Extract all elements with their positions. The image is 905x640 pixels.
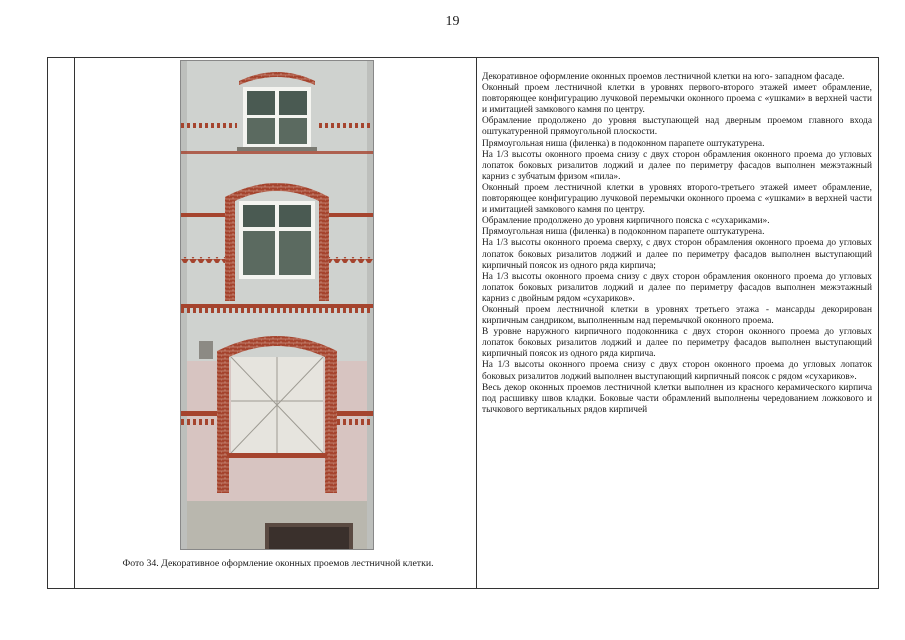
facade-photo (180, 60, 374, 550)
table-column-divider (476, 58, 477, 588)
page-number: 19 (445, 14, 460, 29)
paragraph: На 1/3 высоты оконного проема снизу с двух сторон обрамления оконного проема до угловых лопаток боковых ризалитов лоджий и далее по периметру фасадов выполнен межэтажный карниз с двойным рядом «сухариков». (482, 271, 872, 304)
paragraph: На 1/3 высоты оконного проема снизу с двух сторон обрамления оконного проема до угловых лопаток боковых ризалитов лоджий и далее по периметру фасадов выполнен межэтажный карниз с зубчатым фризом «пила». (482, 149, 872, 182)
paragraph: Обрамление продолжено до уровня кирпичного пояска с «сухариками». (482, 216, 770, 227)
paragraph: Оконный проем лестничной клетки в уровнях второго-третьего этажей имеет обрамление, повторяющее конфигурацию лучковой перемычки оконного проема с «ушками» в верхней части и имитацией замкового камня по центру. (482, 182, 872, 216)
paragraph: В уровне наружного кирпичного подоконника с двух сторон оконного проема до угловых лопаток боковых ризалитов лоджий и далее по периметру фасадов выполнен выступающий кирпичный поясок из одного ряда кирпича. (482, 327, 872, 360)
description-text (482, 72, 872, 416)
document-table (47, 57, 879, 589)
paragraph: Оконный проем лестничной клетки в уровнях третьего этажа - мансарды декорирован кирпичным сандриком, выполненным над перемычкой оконного проема. (482, 304, 872, 327)
table-gutter-line (74, 58, 75, 588)
paragraph: Весь декор оконных проемов лестничной клетки выполнен из красного керамического кирпича под расшивку швов кладки. Боковые части обрамлений выполнены чередованием ложкового и тычкового вертикальных рядов кирпичей (482, 382, 872, 415)
figure-caption: Фото 34. Декоративное оформление оконных проемов лестничной клетки. (122, 558, 434, 569)
paragraph: Прямоугольная ниша (филенка) в подоконном парапете оштукатурена. (482, 138, 765, 149)
paragraph: Оконный проем лестничной клетки в уровнях первого-второго этажей имеет обрамление, повторяющее конфигурацию лучковой перемычки оконного проема с «ушками» в верхней части и имитацией замкового камня по центру. (482, 83, 872, 116)
paragraph: Декоративное оформление оконных проемов лестничной клетки на юго- западном фасаде. (482, 72, 845, 82)
paragraph: На 1/3 высоты оконного проема сверху, с двух сторон обрамления оконного проема до угловых лопаток боковых ризалитов лоджий и далее по периметру фасадов выполнен выступающий кирпичный поясок из одного ряда кирпича; (482, 238, 872, 271)
facade-photo-illustration (181, 61, 373, 549)
paragraph: На 1/3 высоты оконного проема снизу с двух сторон оконного проема до угловых лопаток боковых ризалитов лоджий выполнен выступающий кирпичный поясок с рядом «сухариков». (482, 360, 872, 382)
paragraph: Прямоугольная ниша (филенка) в подоконном парапете оштукатурена. (482, 227, 765, 238)
paragraph: Обрамление продолжено до уровня выступающей над дверным проемом главного входа оштукатуренной прямоугольной плоскости. (482, 116, 872, 138)
